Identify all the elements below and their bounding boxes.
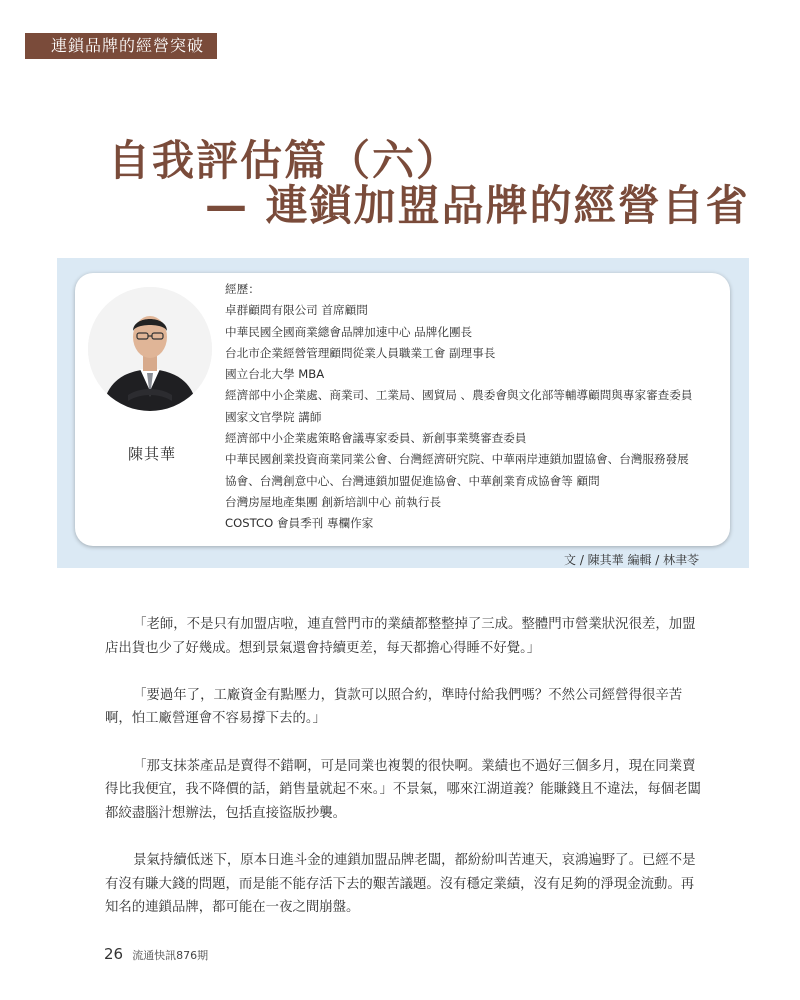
cv-item: 國立台北大學 MBA: [225, 367, 325, 382]
author-photo: [88, 287, 212, 411]
publication-name: 流通快訊876期: [132, 949, 209, 962]
person-icon: [88, 287, 212, 411]
body-paragraph: 「那支抹茶產品是賣得不錯啊，可是同業也複製的很快啊。業績也不過好三個多月，現在同業賣得比我便宜，我不降價的話，銷售量就起不來。」不景氣，哪來江湖道義？能賺錢且不違法，每個老闆都絞盡腦汁想辦法，包括直接盜版抄襲。: [105, 758, 701, 821]
article-title: 自我評估篇（六）: [108, 136, 461, 185]
cv-item: 協會、台灣創意中心、台灣連鎖加盟促進協會、中華創業育成協會等 顧問: [225, 473, 600, 488]
author-name: 陳其華: [128, 445, 177, 463]
cv-item: 中華民國創業投資商業同業公會、台灣經濟研究院、中華兩岸連鎖加盟協會、台灣服務發展: [225, 452, 689, 467]
cv-item: 台北市企業經營管理顧問從業人員職業工會 副理事長: [225, 345, 496, 360]
section-tab: 連鎖品牌的經營突破: [25, 33, 217, 59]
body-paragraph: 景氣持續低迷下，原本日進斗金的連鎖加盟品牌老闆，都紛紛叫苦連天，哀鴻遍野了。已經不是有沒有賺大錢的問題，而是能不能存活下去的艱苦議題。沒有穩定業績，沒有足夠的淨現金流動。再知名的連鎖品牌，都可能在一夜之間崩盤。: [105, 852, 696, 916]
cv-item: 台灣房屋地產集團 創新培訓中心 前執行長: [225, 494, 442, 509]
body-paragraph: 「老師，不是只有加盟店啦，連直營門市的業績都整整掉了三成。整體門市營業狀況很差，加盟店出貨也少了好幾成。想到景氣還會持續更差，每天都擔心得睡不好覺。」: [105, 617, 696, 656]
page-footer: [104, 944, 208, 963]
cv-item: 經濟部中小企業處、商業司、工業局、國貿局 、農委會與文化部等輔導顧問與專家審查委員: [225, 388, 693, 403]
cv-item: 經濟部中小企業處策略會議專家委員、新創事業獎審查委員: [225, 431, 527, 446]
cv-list: [225, 279, 725, 535]
body-paragraph: 「要過年了，工廠資金有點壓力，貨款可以照合約，準時付給我們嗎？不然公司經營得很辛苦啊，怕工廠營運會不容易撐下去的。」: [105, 687, 683, 727]
cv-item: COSTCO 會員季刊 專欄作家: [225, 516, 374, 531]
byline-credit: 文 / 陳其華 編輯 / 林聿苓: [564, 553, 700, 567]
cv-item: 國家文官學院 講師: [225, 409, 322, 424]
cv-item: 卓群顧問有限公司 首席顧問: [225, 303, 368, 318]
article-subtitle: — 連鎖加盟品牌的經營自省: [205, 181, 750, 230]
article-body: [105, 613, 705, 943]
page-number: 26: [104, 945, 124, 963]
cv-item: 中華民國全國商業總會品牌加速中心 品牌化團長: [225, 324, 473, 339]
cv-heading: 經歷：: [225, 282, 260, 296]
